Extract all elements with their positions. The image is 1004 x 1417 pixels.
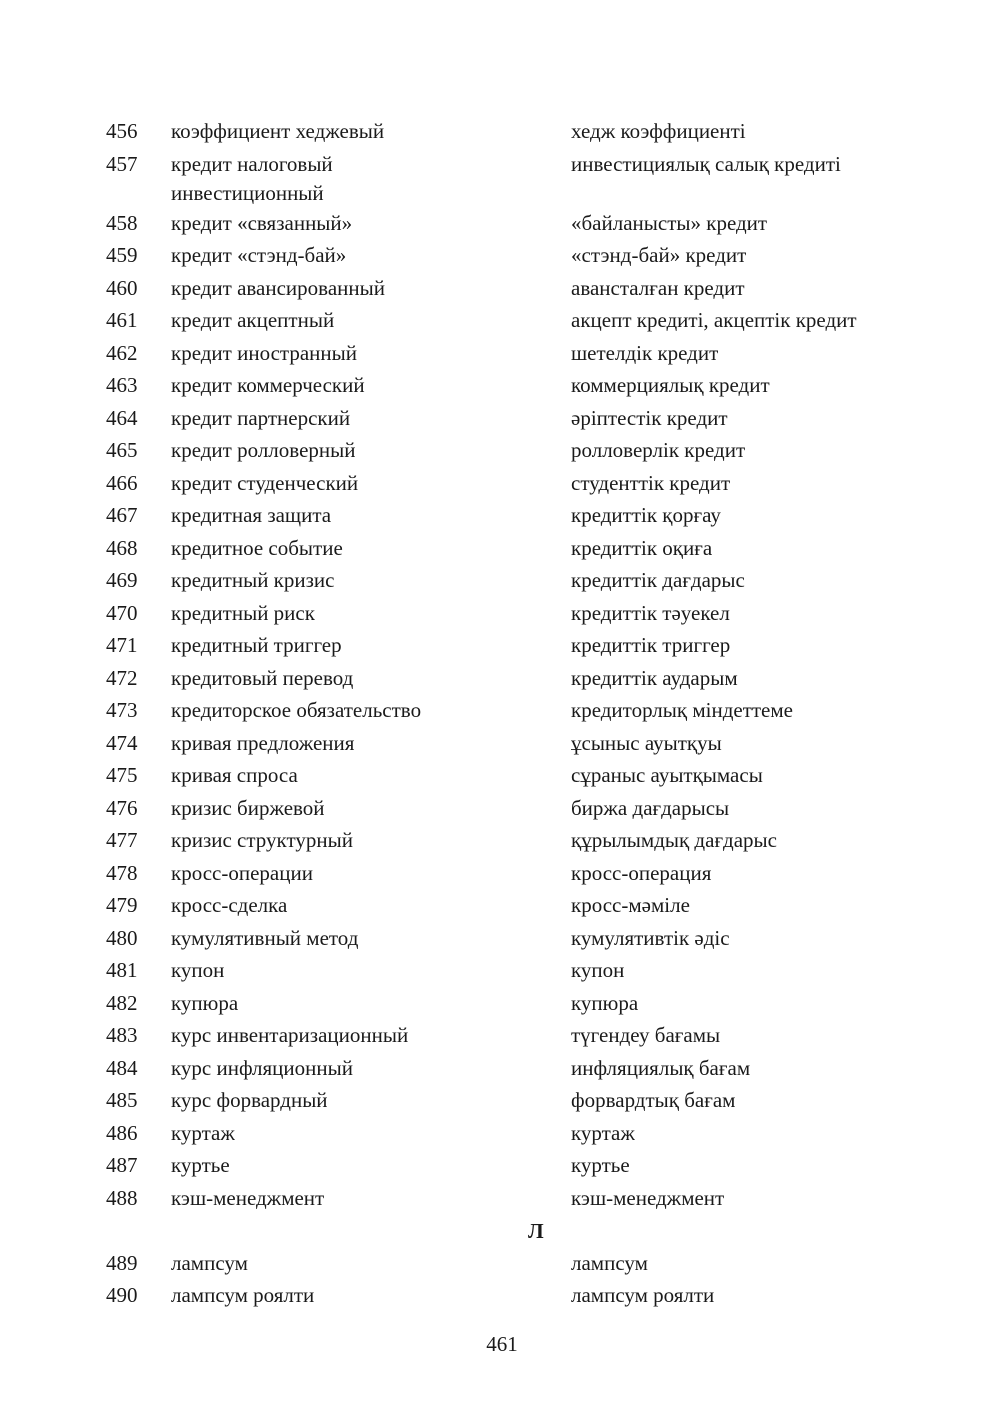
glossary-entry	[0, 241, 1004, 274]
entry-number: 486	[106, 1120, 138, 1145]
glossary-entry	[0, 534, 1004, 567]
entry-number: 474	[106, 730, 138, 755]
russian-term: кредит ролловерный	[171, 438, 356, 462]
kazakh-term: куртаж	[571, 1120, 635, 1145]
russian-term: курс инфляционный	[171, 1055, 353, 1080]
kazakh-term: әріптестік кредит	[571, 405, 728, 430]
kazakh-term: лампсум	[571, 1250, 648, 1275]
entry-number: 464	[106, 405, 138, 430]
russian-term: кредиторское обязательство	[171, 698, 422, 722]
russian-term: кредит иностранный	[171, 340, 357, 365]
russian-term: кризис структурный	[171, 828, 353, 852]
kazakh-term: лампсум роялти	[571, 1283, 715, 1307]
glossary-entry	[0, 794, 1004, 827]
kazakh-term: хедж коэффициенті	[571, 119, 746, 143]
russian-term: кредитный кризис	[171, 568, 335, 592]
entry-number: 463	[106, 373, 138, 397]
kazakh-term: кредиттік қорғау	[571, 503, 721, 527]
kazakh-term: «байланысты» кредит	[571, 210, 768, 235]
glossary-entry	[0, 1184, 1004, 1217]
russian-term: лампсум	[171, 1250, 248, 1275]
section-letter-heading	[0, 1216, 1004, 1249]
kazakh-term: купон	[571, 958, 625, 982]
glossary-entry	[0, 566, 1004, 599]
entry-number: 488	[106, 1185, 138, 1210]
kazakh-term: куртье	[571, 1153, 630, 1177]
kazakh-term: кредиттік аударым	[571, 665, 738, 690]
kazakh-term: кредиттік триггер	[571, 633, 731, 657]
kazakh-term: купюра	[571, 990, 639, 1015]
kazakh-term: авансталған кредит	[571, 275, 745, 300]
entry-number: 473	[106, 698, 138, 722]
entry-number: 482	[106, 990, 138, 1015]
russian-term: кэш-менеджмент	[171, 1185, 325, 1210]
entry-number: 490	[106, 1283, 138, 1307]
russian-term: коэффициент хеджевый	[171, 119, 385, 143]
glossary-entry	[0, 469, 1004, 502]
kazakh-term: форвардтық бағам	[571, 1088, 736, 1112]
glossary-entry	[0, 729, 1004, 762]
glossary-entry	[0, 150, 1004, 209]
glossary-entry	[0, 274, 1004, 307]
russian-term: кредит «связанный»	[171, 210, 353, 235]
entry-number: 457	[106, 151, 138, 176]
russian-term: куртаж	[171, 1120, 235, 1145]
glossary-entry	[0, 989, 1004, 1022]
entry-number: 481	[106, 958, 138, 982]
entry-number: 461	[106, 308, 138, 332]
russian-term: кривая предложения	[171, 730, 355, 755]
entry-number: 480	[106, 925, 138, 950]
kazakh-term: инвестициялық салық кредиті	[571, 151, 841, 176]
russian-term: кросс-операции	[171, 860, 313, 885]
entry-number: 467	[106, 503, 138, 527]
glossary-entry	[0, 1151, 1004, 1184]
glossary-entry	[0, 664, 1004, 697]
kazakh-term: коммерциялық кредит	[571, 373, 770, 397]
russian-term: кривая спроса	[171, 763, 298, 787]
entry-number: 459	[106, 243, 138, 267]
russian-term: кредит студенческий	[171, 470, 359, 495]
entry-number: 471	[106, 633, 138, 657]
entry-number: 469	[106, 568, 138, 592]
entry-number: 483	[106, 1023, 138, 1047]
russian-term: куртье	[171, 1153, 230, 1177]
kazakh-term: ұсыныс ауытқуы	[571, 730, 722, 755]
russian-term: кредит авансированный	[171, 275, 385, 300]
russian-term: кросс-сделка	[171, 893, 288, 917]
entry-number: 479	[106, 893, 138, 917]
russian-term: кредитная защита	[171, 503, 332, 527]
russian-term: лампсум роялти	[171, 1283, 315, 1307]
russian-term: кредитный триггер	[171, 633, 342, 657]
page-number: 461	[486, 1332, 518, 1356]
glossary-entry	[0, 956, 1004, 989]
kazakh-term: инфляциялық бағам	[571, 1055, 751, 1080]
glossary-entry	[0, 404, 1004, 437]
kazakh-term: сұраныс ауытқымасы	[571, 763, 763, 787]
entry-number: 489	[106, 1250, 138, 1275]
russian-term: купон	[171, 958, 225, 982]
glossary-table	[0, 117, 1004, 1314]
russian-term: курс инвентаризационный	[171, 1023, 409, 1047]
glossary-entry	[0, 339, 1004, 372]
russian-term: кредитовый перевод	[171, 665, 354, 690]
glossary-entry	[0, 1119, 1004, 1152]
russian-term: кредит коммерческий	[171, 373, 365, 397]
entry-number: 460	[106, 275, 138, 300]
entry-number: 470	[106, 600, 138, 625]
russian-term: кредит «стэнд-бай»	[171, 243, 347, 267]
glossary-entry	[0, 826, 1004, 859]
kazakh-term: құрылымдық дағдарыс	[571, 828, 777, 852]
glossary-entry	[0, 1021, 1004, 1054]
entry-number: 458	[106, 210, 138, 235]
glossary-entry	[0, 599, 1004, 632]
glossary-entry	[0, 891, 1004, 924]
glossary-entry	[0, 761, 1004, 794]
glossary-entry	[0, 117, 1004, 150]
russian-term: кризис биржевой	[171, 795, 325, 820]
entry-number: 478	[106, 860, 138, 885]
glossary-entry	[0, 859, 1004, 892]
kazakh-term: түгендеу бағамы	[571, 1023, 721, 1047]
glossary-entry	[0, 924, 1004, 957]
section-letter: Л	[528, 1219, 544, 1243]
kazakh-term: кредиттік тәуекел	[571, 600, 730, 625]
kazakh-term: студенттік кредит	[571, 470, 731, 495]
russian-term: кредитный риск	[171, 600, 315, 625]
glossary-entry	[0, 696, 1004, 729]
entry-number: 472	[106, 665, 138, 690]
kazakh-term: шетелдік кредит	[571, 340, 719, 365]
glossary-entry	[0, 1086, 1004, 1119]
kazakh-term: кэш-менеджмент	[571, 1185, 725, 1210]
russian-term: кумулятивный метод	[171, 925, 359, 950]
entry-number: 456	[106, 119, 138, 143]
kazakh-term: кредиттік оқиға	[571, 535, 713, 560]
kazakh-term: кросс-мәміле	[571, 893, 690, 917]
entry-number: 462	[106, 340, 138, 365]
russian-term: кредит налоговый инвестиционный	[171, 151, 333, 205]
kazakh-term: «стэнд-бай» кредит	[571, 243, 747, 267]
russian-term: кредит акцептный	[171, 308, 335, 332]
kazakh-term: кросс-операция	[571, 860, 712, 885]
entry-number: 465	[106, 438, 138, 462]
russian-term: кредит партнерский	[171, 405, 351, 430]
glossary-entry	[0, 1281, 1004, 1314]
entry-number: 477	[106, 828, 138, 852]
russian-term: купюра	[171, 990, 239, 1015]
glossary-entry	[0, 306, 1004, 339]
entry-number: 466	[106, 470, 138, 495]
russian-term: кредитное событие	[171, 535, 343, 560]
entry-number: 487	[106, 1153, 138, 1177]
entry-number: 475	[106, 763, 138, 787]
glossary-entry	[0, 1054, 1004, 1087]
entry-number: 468	[106, 535, 138, 560]
glossary-entry	[0, 209, 1004, 242]
glossary-entry	[0, 371, 1004, 404]
kazakh-term: биржа дағдарысы	[571, 795, 730, 820]
entry-number: 476	[106, 795, 138, 820]
glossary-entry	[0, 436, 1004, 469]
kazakh-term: ролловерлік кредит	[571, 438, 746, 462]
glossary-entry	[0, 631, 1004, 664]
entry-number: 485	[106, 1088, 138, 1112]
kazakh-term: акцепт кредиті, акцептік кредит	[571, 308, 857, 332]
kazakh-term: кредиторлық міндеттеме	[571, 698, 793, 722]
glossary-entry	[0, 1249, 1004, 1282]
kazakh-term: кредиттік дағдарыс	[571, 568, 745, 592]
russian-term: курс форвардный	[171, 1088, 328, 1112]
kazakh-term: кумулятивтік әдіс	[571, 925, 730, 950]
glossary-entry	[0, 501, 1004, 534]
entry-number: 484	[106, 1055, 138, 1080]
